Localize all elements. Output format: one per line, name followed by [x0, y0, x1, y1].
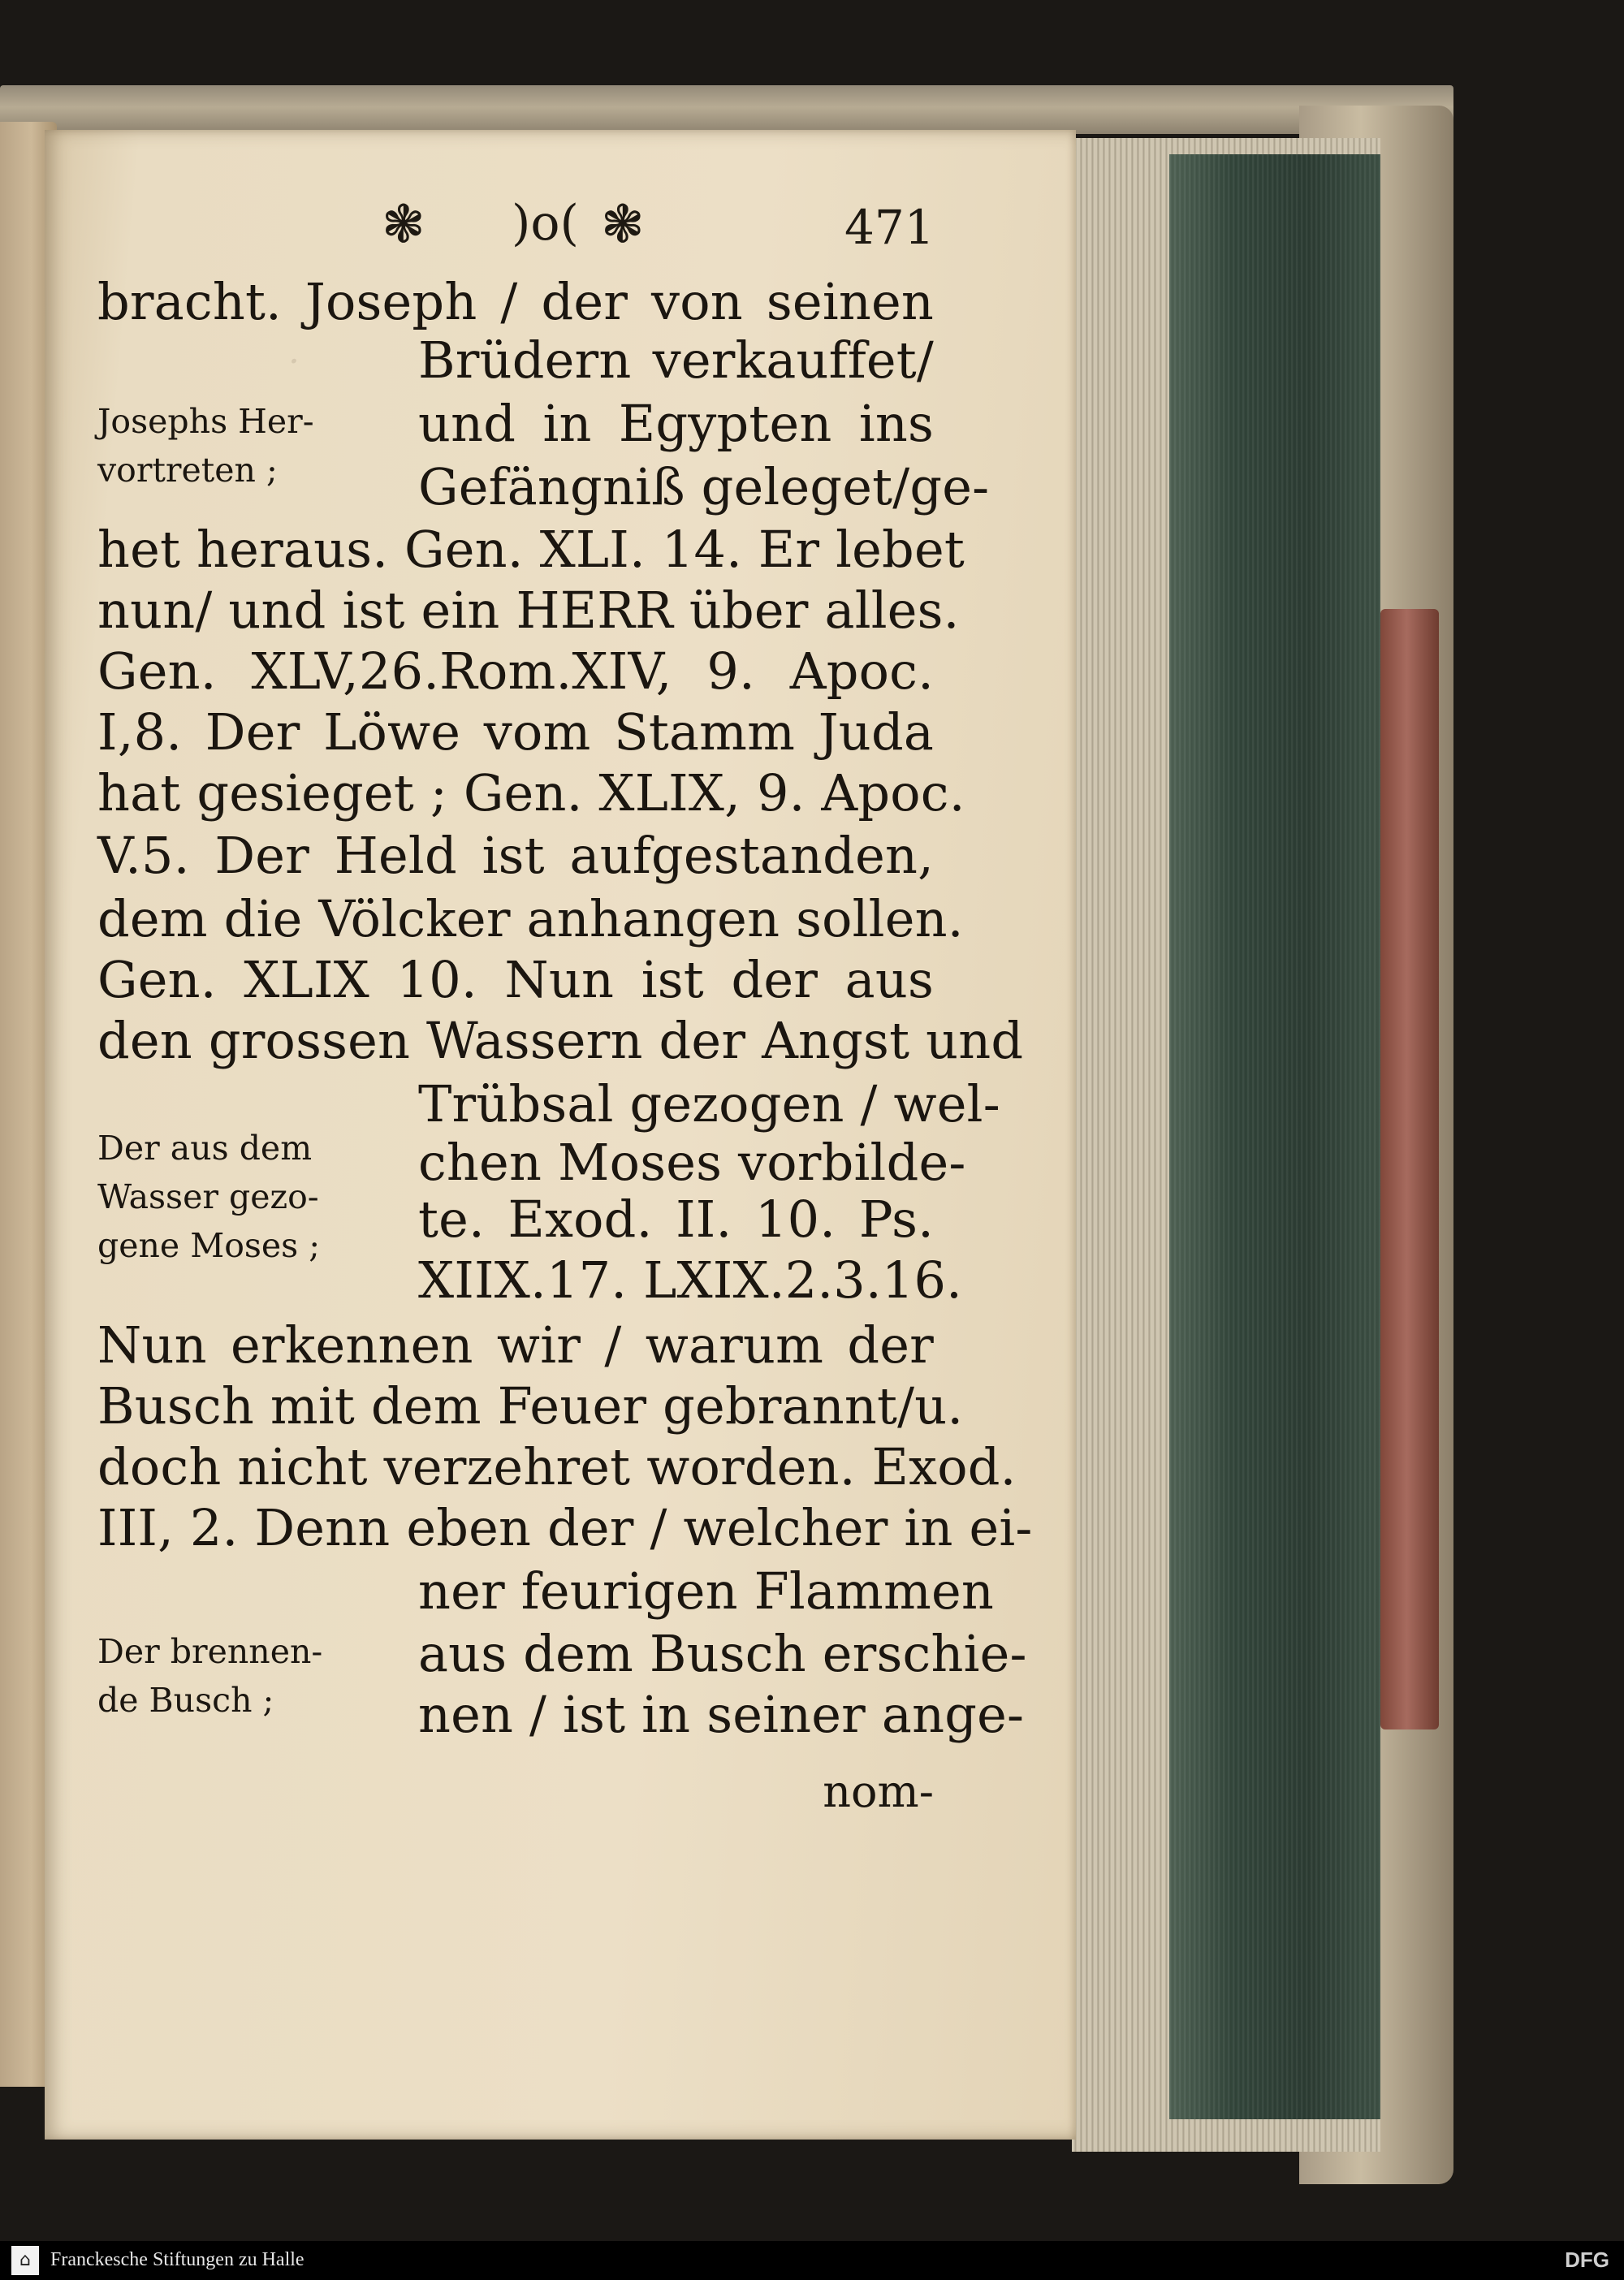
text-line: Gefängniß geleget/ge-	[418, 457, 990, 516]
building-icon: ⌂	[11, 2246, 39, 2275]
text-line: ner feurigen Flammen	[418, 1561, 995, 1621]
text-line: den grossen Wassern der Angst und	[97, 1011, 1024, 1070]
text-line: Busch mit dem Feuer gebrannt/u.	[97, 1376, 964, 1436]
margin-note: vortreten ;	[97, 451, 278, 490]
margin-note: Wasser gezo-	[97, 1177, 319, 1216]
institution-name: Franckesche Stiftungen zu Halle	[50, 2249, 304, 2270]
funder-logo: DFG	[1565, 2248, 1609, 2272]
flower-ornament-icon: ❃	[601, 195, 645, 255]
book-binding-top	[0, 85, 1453, 134]
text-line: aus dem Busch erschie-	[418, 1624, 1027, 1683]
text-line: chen Moses vorbilde-	[418, 1133, 966, 1192]
page-block-texture	[1169, 154, 1380, 2119]
text-line: XIIX.17. LXIX.2.3.16.	[418, 1250, 963, 1310]
text-line: hat gesieget ; Gen. XLIX, 9. Apoc.	[97, 763, 965, 823]
text-line: Brüdern verkauffet/	[418, 330, 934, 390]
show-through-shadow: ·	[288, 341, 300, 382]
leather-spine-patch	[1380, 609, 1439, 1729]
text-line: nun/ und ist ein HERR über alles.	[97, 581, 960, 640]
center-ornament: )o(	[512, 195, 579, 252]
text-line: III, 2. Denn eben der / welcher in ei-	[97, 1498, 1033, 1557]
text-line: und in Egypten ins	[418, 394, 934, 453]
text-line: Nun erkennen wir / warum der	[97, 1315, 934, 1375]
margin-note: Der brennen-	[97, 1632, 323, 1671]
margin-note: de Busch ;	[97, 1681, 274, 1720]
text-line: dem die Völcker anhangen sollen.	[97, 889, 964, 948]
text-line: bracht. Joseph / der von seinen	[97, 272, 934, 331]
margin-note: Josephs Her-	[97, 402, 314, 441]
margin-note: gene Moses ;	[97, 1226, 321, 1265]
text-line: nen / ist in seiner ange-	[418, 1685, 1025, 1744]
margin-note: Der aus dem	[97, 1129, 313, 1168]
text-line: het heraus. Gen. XLI. 14. Er lebet	[97, 520, 965, 579]
text-line: doch nicht verzehret worden. Exod.	[97, 1437, 1017, 1496]
text-line: V.5. Der Held ist aufgestanden,	[97, 826, 934, 885]
footer-bar	[0, 2241, 1624, 2280]
text-line: Trübsal gezogen / wel-	[418, 1074, 1000, 1134]
text-line: Gen. XLIX 10. Nun ist der aus	[97, 950, 934, 1009]
text-line: Gen. XLV,26.Rom.XIV, 9. Apoc.	[97, 641, 934, 701]
catchword: nom-	[823, 1766, 934, 1817]
page-number: 471	[844, 200, 935, 255]
flower-ornament-icon: ❃	[382, 195, 425, 255]
text-line: te. Exod. II. 10. Ps.	[418, 1190, 934, 1249]
text-line: I,8. Der Löwe vom Stamm Juda	[97, 702, 934, 762]
page-header	[325, 195, 950, 268]
